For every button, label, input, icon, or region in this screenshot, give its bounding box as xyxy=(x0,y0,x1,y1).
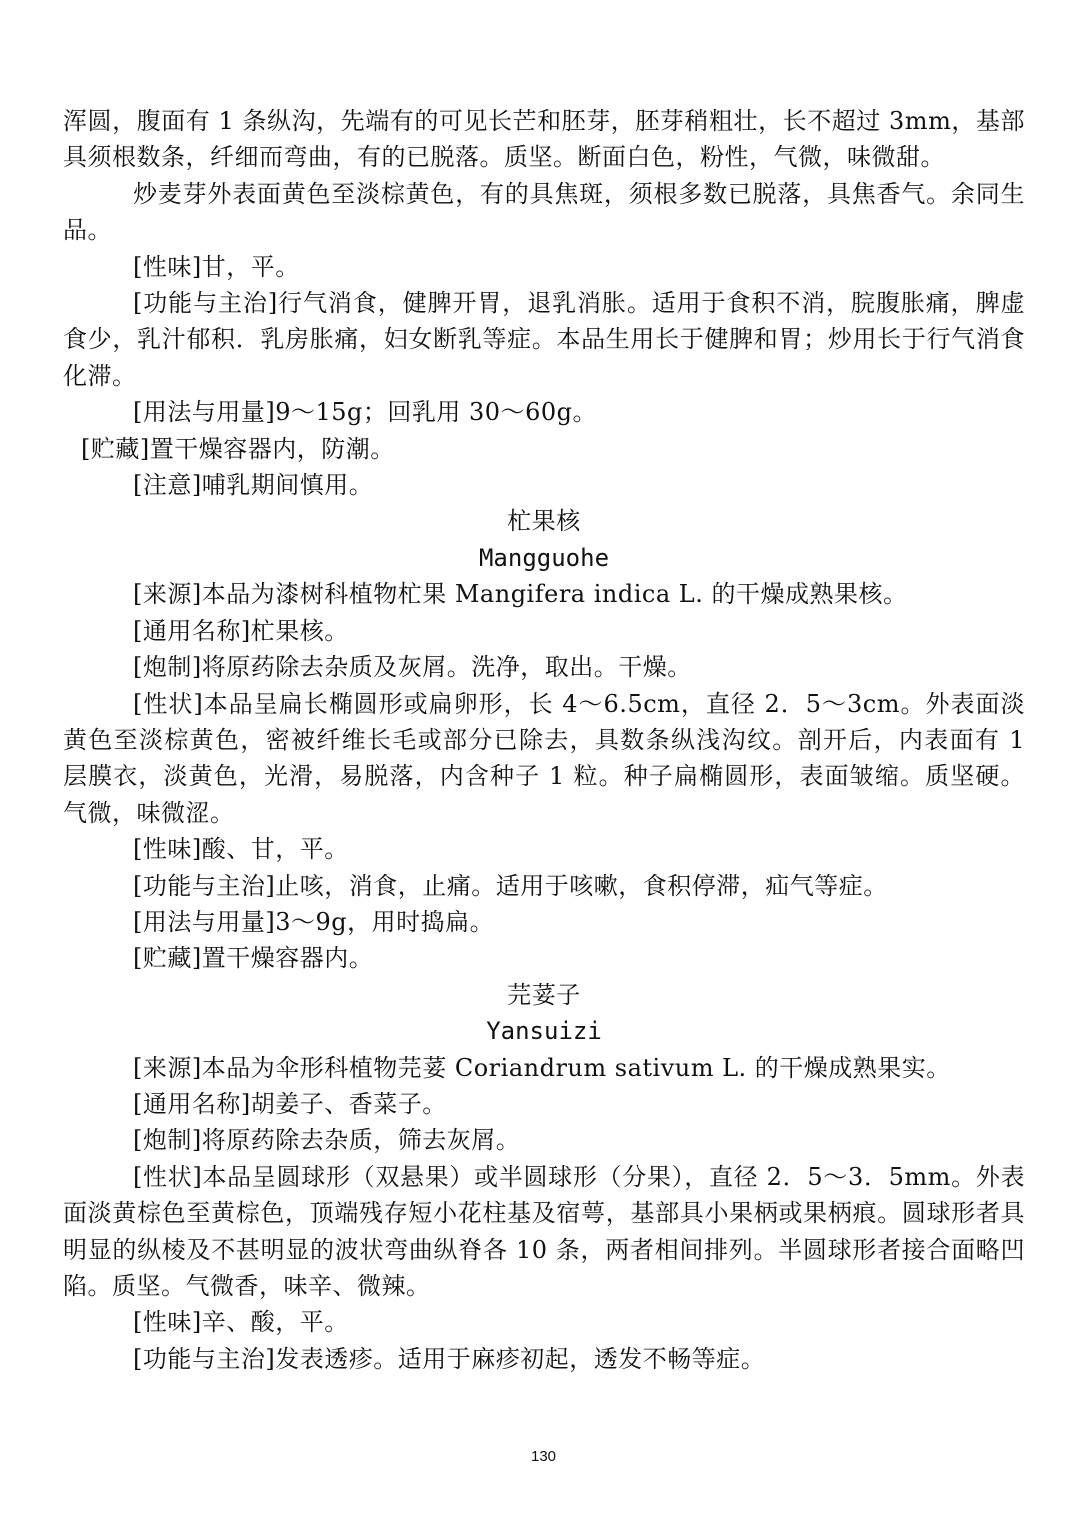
paragraph: [通用名称]胡姜子、香菜子。 xyxy=(133,1089,447,1118)
paragraph: 炒麦芽外表面黄色至淡棕黄色，有的具焦斑，须根多数已脱落，具焦香气。余同生品。 xyxy=(63,179,1025,245)
paragraph: [用法与用量]3～9g，用时捣扁。 xyxy=(133,907,495,936)
paragraph: 浑圆，腹面有 1 条纵沟，先端有的可见长芒和胚芽，胚芽稍粗壮，长不超过 3mm，基部具须根数条，纤细而弯曲，有的已脱落。质坚。断面白色，粉性，气微，味微甜。 xyxy=(63,107,1025,172)
section-heading: Mangguohe xyxy=(478,543,610,572)
paragraph: [性味]甘，平。 xyxy=(133,252,300,281)
section-heading: Yansuizi xyxy=(486,1017,602,1046)
section-heading: 杧果核 xyxy=(507,507,581,536)
paragraph: [性味]酸、甘，平。 xyxy=(133,835,349,864)
page-body xyxy=(63,103,1025,1377)
paragraph: [炮制]将原药除去杂质及灰屑。洗净，取出。干燥。 xyxy=(133,653,692,682)
paragraph: [贮藏]置干燥容器内，防潮。 xyxy=(81,434,395,463)
paragraph: [性状]本品呈圆球形（双悬果）或半圆球形（分果），直径 2．5～3．5mm。外表面淡黄棕色至黄棕色，顶端残存短小花柱基及宿萼，基部具小果柄或果柄痕。圆球形者具明显的纵棱及不甚明显的波状弯曲纵脊各 10 条，两者相间排列。半圆球形者接合面略凹陷。质坚。气微香，味辛、微辣。 xyxy=(63,1162,1025,1300)
paragraph: [通用名称]杧果核。 xyxy=(133,616,349,645)
section-heading: 芫荽子 xyxy=(507,980,581,1009)
paragraph: [性状]本品呈扁长椭圆形或扁卵形，长 4～6.5cm，直径 2．5～3cm。外表面淡黄色至淡棕黄色，密被纤维长毛或部分已除去，具数条纵浅沟纹。剖开后，内表面有 1 层膜衣，淡黄色，光滑，易脱落，内含种子 1 粒。种子扁椭圆形，表面皱缩。质坚硬。气微，味微涩。 xyxy=(63,689,1025,827)
paragraph: [来源]本品为伞形科植物芫荽 Coriandrum sativum L. 的干燥成熟果实。 xyxy=(133,1053,951,1082)
paragraph: [注意]哺乳期间慎用。 xyxy=(133,471,374,500)
paragraph: [功能与主治]止咳，消食，止痛。适用于咳嗽，食积停滞，疝气等症。 xyxy=(133,871,888,900)
paragraph: [来源]本品为漆树科植物杧果 Mangifera indica L. 的干燥成熟果核。 xyxy=(133,580,908,609)
paragraph: [炮制]将原药除去杂质，筛去灰屑。 xyxy=(133,1126,521,1155)
paragraph: [用法与用量]9～15g；回乳用 30～60g。 xyxy=(133,398,597,427)
paragraph: [贮藏]置干燥容器内。 xyxy=(133,944,374,973)
paragraph: [功能与主治]发表透疹。适用于麻疹初起，透发不畅等症。 xyxy=(133,1344,766,1373)
page-number: 130 xyxy=(530,1448,557,1465)
paragraph: [性味]辛、酸，平。 xyxy=(133,1308,349,1337)
paragraph: [功能与主治]行气消食，健脾开胃，退乳消胀。适用于食积不消，脘腹胀痛，脾虚食少，乳汁郁积．乳房胀痛，妇女断乳等症。本品生用长于健脾和胃；炒用长于行气消食化滞。 xyxy=(63,289,1025,390)
